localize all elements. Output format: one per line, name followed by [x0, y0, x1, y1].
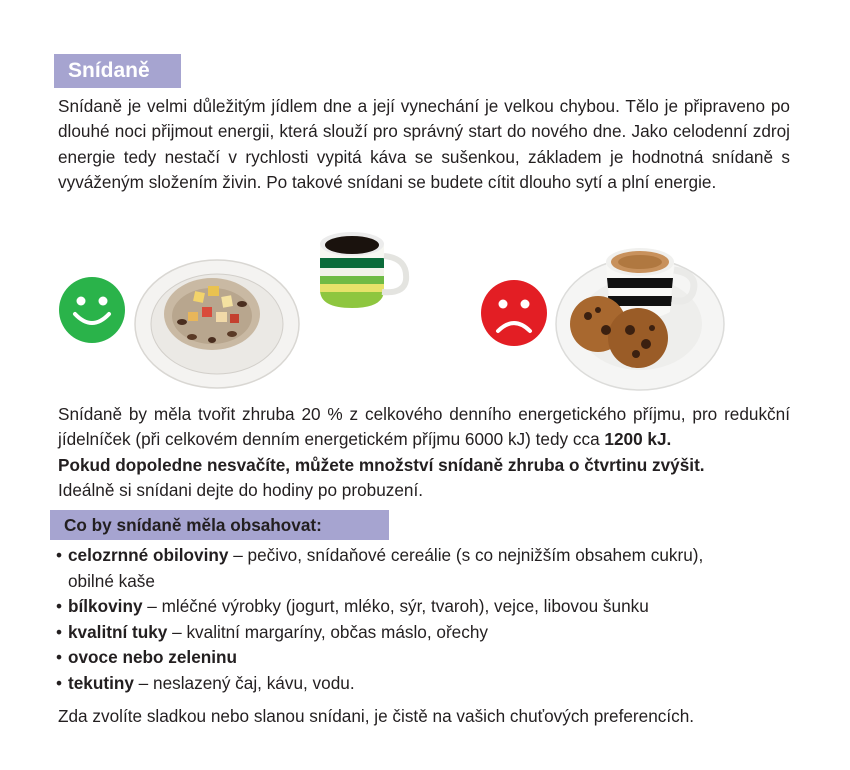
happy-face-icon — [58, 276, 126, 344]
list-item-term: celozrnné obiloviny — [68, 545, 229, 565]
sad-face-icon — [480, 279, 548, 347]
list-item-desc: – pečivo, snídaňové cereálie (s co nejnižším obsahem cukru), — [228, 545, 704, 565]
list-item-desc-cont: obilné kaše — [68, 570, 155, 591]
contents-heading: Co by snídaně měla obsahovat: — [50, 510, 389, 540]
list-item-term: bílkoviny — [68, 596, 143, 616]
energy-paragraph — [58, 402, 790, 503]
intro-paragraph: Snídaně je velmi důležitým jídlem dne a její vynechání je velkou chybou. Tělo je připraveno po dlouhé noci přijmout energii, která slouží pro správný start do nového dne. Jako celodenní zdroj energie tedy nestačí v rychlosti vypitá káva se sušenkou, základem je hodnotná snídaně s vyváženým složením živin. Po takové snídani se budete cítit dlouho sytí a plní energie. — [58, 96, 790, 192]
list-item — [58, 594, 798, 620]
closing-paragraph: Zda zvolíte sladkou nebo slanou snídani, je čistě na vašich chuťových preferencích. — [58, 706, 695, 726]
list-item-term: tekutiny — [68, 672, 134, 693]
oatmeal-bowl-image — [132, 252, 302, 392]
coffee-mug-image — [316, 228, 416, 310]
list-item-term: kvalitní tuky — [68, 621, 168, 642]
list-item-term: ovoce nebo zeleninu — [68, 647, 238, 667]
list-item-desc: – kvalitní margaríny, občas máslo, ořechy — [167, 621, 488, 642]
energy-value: 1200 kJ. — [604, 429, 672, 450]
energy-note: Pokud dopoledne nesvačíte, můžete množství snídaně zhruba o čtvrtinu zvýšit. — [58, 454, 705, 475]
contents-list — [58, 543, 798, 696]
list-item — [58, 543, 798, 594]
list-item-desc: – mléčné výrobky (jogurt, mléko, sýr, tvaroh), vejce, libovou šunku — [142, 596, 649, 616]
list-item — [58, 671, 798, 697]
timing-note: Ideálně si snídani dejte do hodiny po probuzení. — [58, 479, 424, 500]
energy-text: Snídaně by měla tvořit zhruba 20 % z celkového denního energetického příjmu, pro redukční jídelníček (při celkovém denním energetickém příjmu 6000 kJ) tedy cca — [58, 404, 790, 450]
list-item-desc: – neslazený čaj, kávu, vodu. — [133, 672, 355, 693]
list-item — [58, 645, 798, 671]
coffee-and-cookies-image — [554, 232, 726, 392]
section-heading: Snídaně — [54, 54, 181, 88]
list-item — [58, 620, 798, 646]
